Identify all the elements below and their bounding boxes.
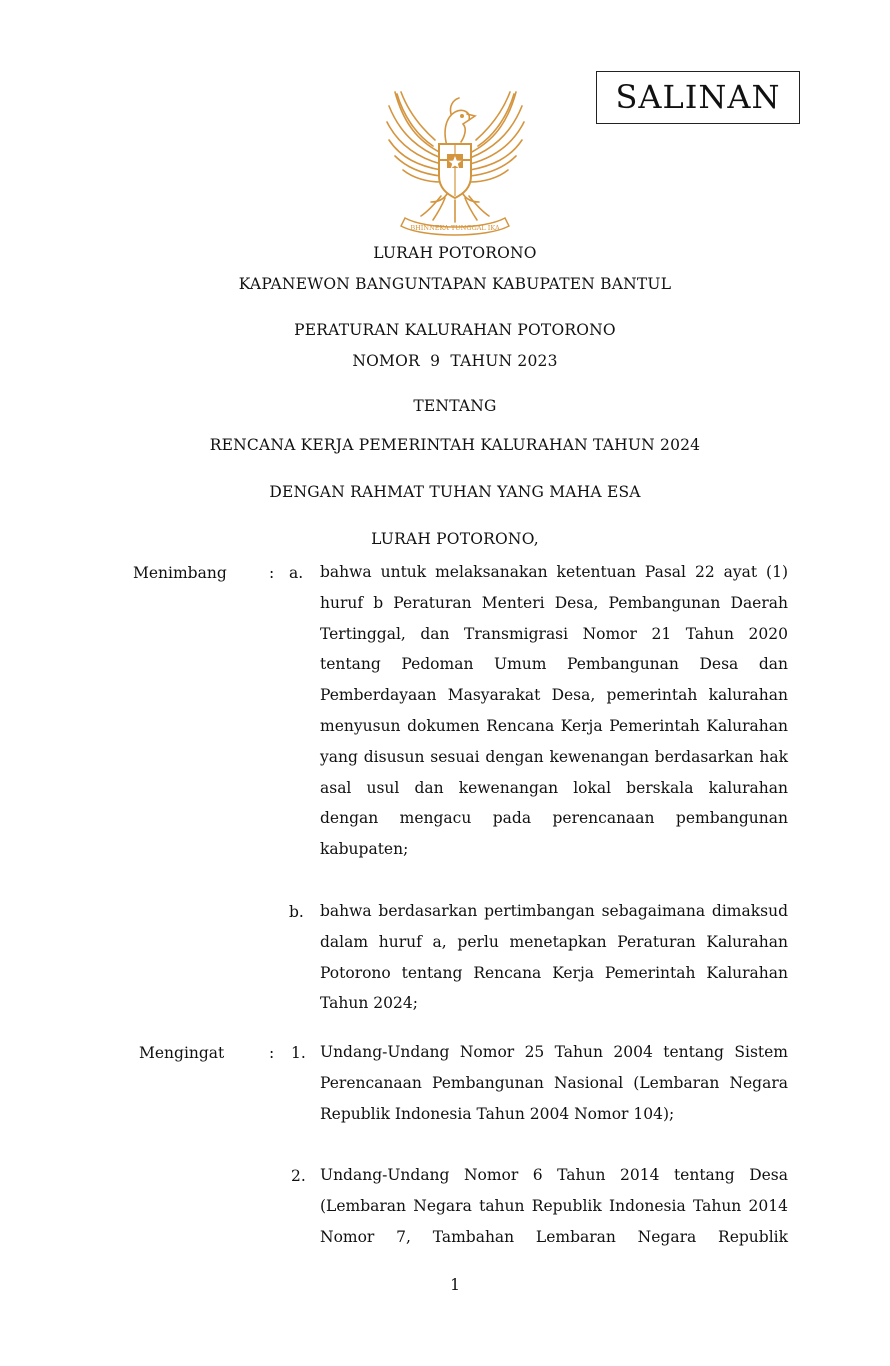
mengingat-label: Mengingat [139, 1044, 225, 1062]
menimbang-item-b: bahwa berdasarkan pertimbangan sebagaimana dimaksud dalam huruf a, perlu menetapkan Peraturan Kalurahan Potorono tentang Rencana Kerja Pemerintah Kalurahan Tahun 2024; [320, 902, 788, 1013]
header-line-kapanewon: KAPANEWON BANGUNTAPAN KABUPATEN BANTUL [238, 275, 672, 293]
signatory-line: LURAH POTORONO, [371, 530, 539, 548]
svg-text:BHINNEKA TUNGGAL IKA: BHINNEKA TUNGGAL IKA [410, 224, 500, 232]
mengingat-marker-2: 2. [291, 1167, 306, 1185]
regulation-title: PERATURAN KALURAHAN POTORONO [294, 321, 616, 339]
about-label: TENTANG [413, 397, 497, 415]
menimbang-item-a: bahwa untuk melaksanakan ketentuan Pasal 22 ayat (1) huruf b Peraturan Menteri Desa, Pembangunan Daerah Tertinggal, dan Transmigrasi Nomor 21 Tahun 2020 tentang Pedoman Umum Pembangunan Desa dan Pemberdayaan Masyarakat Desa, pemerintah kalurahan menyusun dokumen Rencana Kerja Pemerintah Kalurahan yang disusun sesuai dengan kewenangan berdasarkan hak asal usul dan kewenangan lokal berskala kalurahan dengan mengacu pada perencanaan pembangunan kabupaten; [320, 563, 788, 859]
menimbang-marker-a: a. [289, 564, 304, 582]
mengingat-colon: : [269, 1044, 275, 1062]
garuda-emblem-icon [383, 84, 528, 236]
menimbang-colon: : [269, 564, 275, 582]
grace-formula: DENGAN RAHMAT TUHAN YANG MAHA ESA [269, 483, 641, 501]
salinan-stamp: SALINAN [596, 71, 800, 124]
regulation-number: NOMOR 9 TAHUN 2023 [352, 352, 558, 370]
mengingat-item-1: Undang-Undang Nomor 25 Tahun 2004 tentang Sistem Perencanaan Pembangunan Nasional (Lembaran Negara Republik Indonesia Tahun 2004 Nomor 104); [320, 1043, 788, 1123]
page-number: 1 [450, 1276, 460, 1294]
header-line-lurah: LURAH POTORONO [373, 244, 537, 262]
mengingat-item-2: Undang-Undang Nomor 6 Tahun 2014 tentang Desa (Lembaran Negara tahun Republik Indonesia Tahun 2014 Nomor 7, Tambahan Lembaran Negara Republik [320, 1166, 788, 1246]
menimbang-label: Menimbang [133, 564, 227, 582]
menimbang-marker-b: b. [289, 903, 304, 921]
regulation-subject: RENCANA KERJA PEMERINTAH KALURAHAN TAHUN 2024 [209, 436, 701, 454]
mengingat-marker-1: 1. [291, 1044, 306, 1062]
